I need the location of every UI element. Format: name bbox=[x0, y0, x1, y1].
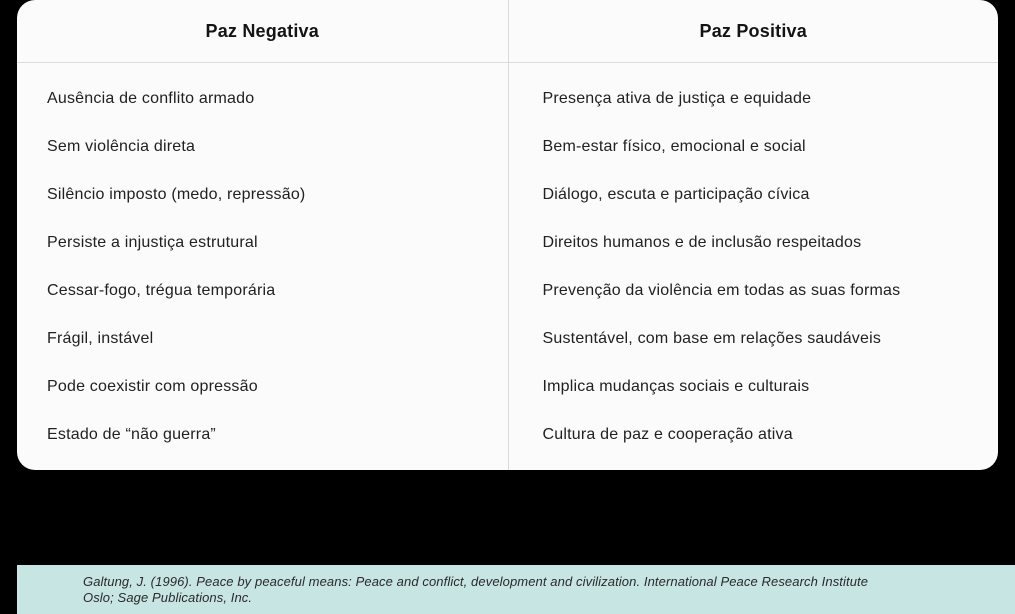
table-cell: Bem-estar físico, emocional e social bbox=[542, 138, 806, 155]
column-header-paz-positiva: Paz Positiva bbox=[509, 0, 999, 63]
table-cell: Silêncio imposto (medo, repressão) bbox=[47, 186, 306, 203]
table-cell: Ausência de conflito armado bbox=[47, 90, 255, 107]
table-cell: Estado de “não guerra” bbox=[47, 426, 216, 443]
comparison-table bbox=[17, 0, 998, 470]
citation-text: Galtung, J. (1996). Peace by peaceful means: Peace and conflict, development and civilization. International Peace Research Institute Oslo; Sage Publications, Inc. bbox=[83, 574, 869, 605]
table-cell: Persiste a injustiça estrutural bbox=[47, 234, 258, 251]
table-cell: Cultura de paz e cooperação ativa bbox=[542, 426, 793, 443]
table-cell: Diálogo, escuta e participação cívica bbox=[542, 186, 810, 203]
table-cell: Pode coexistir com opressão bbox=[47, 378, 258, 395]
table-cell: Implica mudanças sociais e culturais bbox=[542, 378, 810, 395]
column-paz-negativa bbox=[17, 0, 508, 470]
column-body-paz-positiva bbox=[509, 63, 999, 459]
table-cell: Sustentável, com base em relações saudáveis bbox=[542, 330, 882, 347]
table-cell: Presença ativa de justiça e equidade bbox=[542, 90, 812, 107]
table-cell: Direitos humanos e de inclusão respeitados bbox=[542, 234, 862, 251]
table-cell: Sem violência direta bbox=[47, 138, 196, 155]
table-cell: Cessar-fogo, trégua temporária bbox=[47, 282, 276, 299]
citation-strip bbox=[17, 565, 1015, 614]
table-cell: Frágil, instável bbox=[47, 330, 154, 347]
column-paz-positiva bbox=[508, 0, 999, 470]
column-header-paz-negativa: Paz Negativa bbox=[17, 0, 508, 63]
column-body-paz-negativa bbox=[17, 63, 508, 459]
table-cell: Prevenção da violência em todas as suas formas bbox=[542, 282, 901, 299]
